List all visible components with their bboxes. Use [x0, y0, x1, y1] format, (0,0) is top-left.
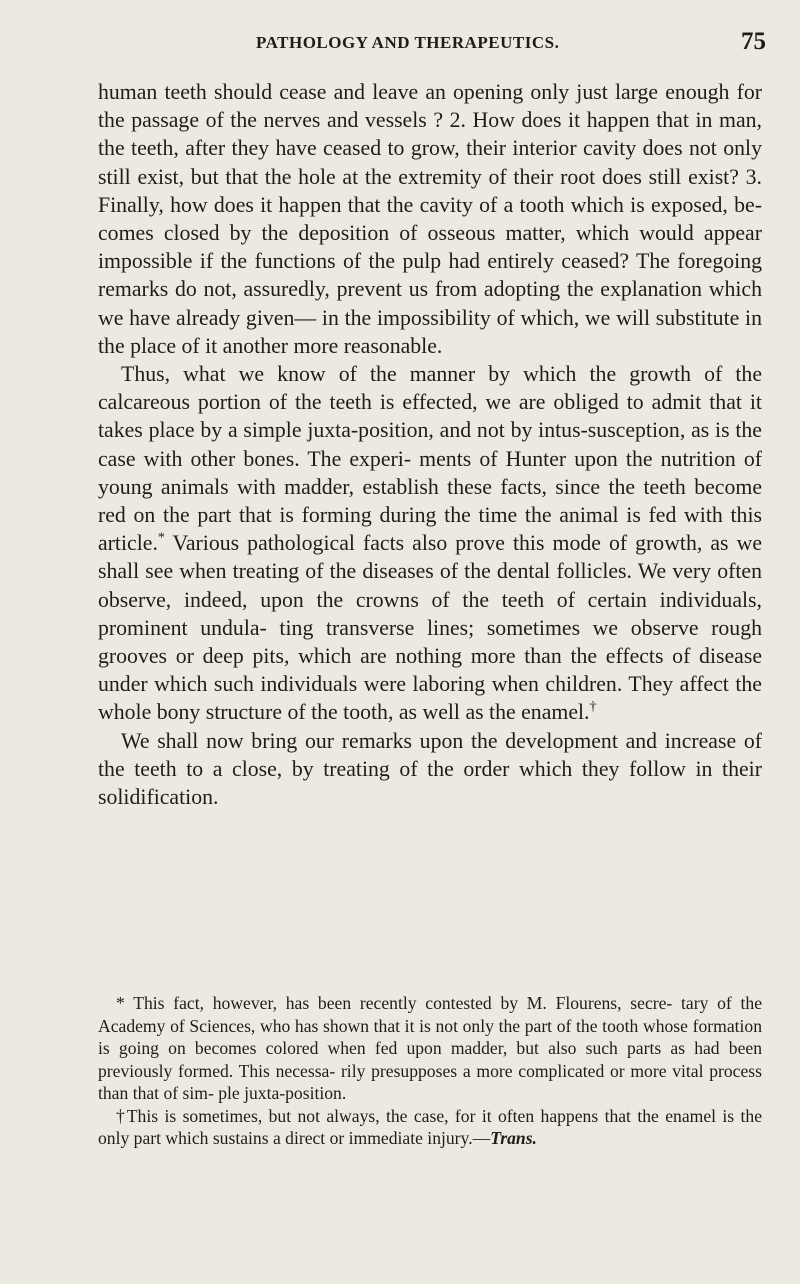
paragraph-growth-part-1: Thus, what we know of the manner by which the growth of the calcareous portion of the teeth is effected, we are obliged to admit that it takes place by a simple juxta-position, and not by intus-susception, as is the case with other bones. The experi- ments of Hunter upon the nutrition of young animals with madder, establish these facts, since the teeth become red on the part that is forming during the time the animal is fed with this article.	[98, 362, 762, 556]
running-title: PATHOLOGY AND THERAPEUTICS.	[256, 33, 560, 52]
footnote-dagger	[98, 1105, 762, 1150]
footnote-asterisk-text: This fact, however, has been recently contested by M. Flourens, secre- tary of the Academy of Sciences, who has shown that it is not only the part of the tooth whose formation is going on becomes colored when fed upon madder, but also such parts as had been previously formed. This necessa- rily presupposes a more complicated or more vital process than that of sim- ple juxta-position.	[98, 993, 762, 1103]
body-text	[98, 78, 762, 811]
paragraph-growth	[98, 360, 762, 727]
paragraph-continued: human teeth should cease and leave an opening only just large enough for the passage of the nerves and vessels ? 2. How does it happen that in man, the teeth, after they have ceased to grow, their interior cavity does not only still exist, but that the hole at the extremity of their root does still exist? 3. Finally, how does it happen that the cavity of a tooth which is exposed, be- comes closed by the deposition of osseous matter, which would appear impossible if the functions of the pulp had entirely ceased? The foregoing remarks do not, assuredly, prevent us from adopting the explanation which we have already given— in the impossibility of which, we will substitute in the place of it another more reasonable.	[98, 80, 762, 358]
footnotes	[98, 992, 762, 1150]
page-number: 75	[741, 28, 766, 55]
footnote-attribution: Trans.	[490, 1128, 537, 1148]
footnote-reference-dagger: †	[589, 700, 597, 716]
running-head	[256, 30, 776, 60]
footnote-reference-asterisk: *	[157, 530, 165, 546]
paragraph-growth-part-2: Various pathological facts also prove this mode of growth, as we shall see when treating of the diseases of the dental follicles. We very often observe, indeed, upon the crowns of the teeth of certain individuals, prominent undula- ting transverse lines; sometimes we observe rough grooves or deep pits, which are nothing more than the effects of disease under which such individuals were laboring when children. They affect the whole bony structure of the tooth, as well as the enamel.	[98, 531, 762, 725]
footnote-asterisk	[98, 992, 762, 1105]
footnote-asterisk-mark: *	[116, 993, 125, 1013]
footnote-dagger-text: This is sometimes, but not always, the case, for it often happens that the enamel is the only part which sustains a direct or immediate injury.—	[98, 1105, 763, 1148]
footnote-dagger-mark: †	[116, 1105, 127, 1126]
paragraph-conclusion: We shall now bring our remarks upon the development and increase of the teeth to a close, by treating of the order which they follow in their solidification.	[98, 728, 762, 810]
